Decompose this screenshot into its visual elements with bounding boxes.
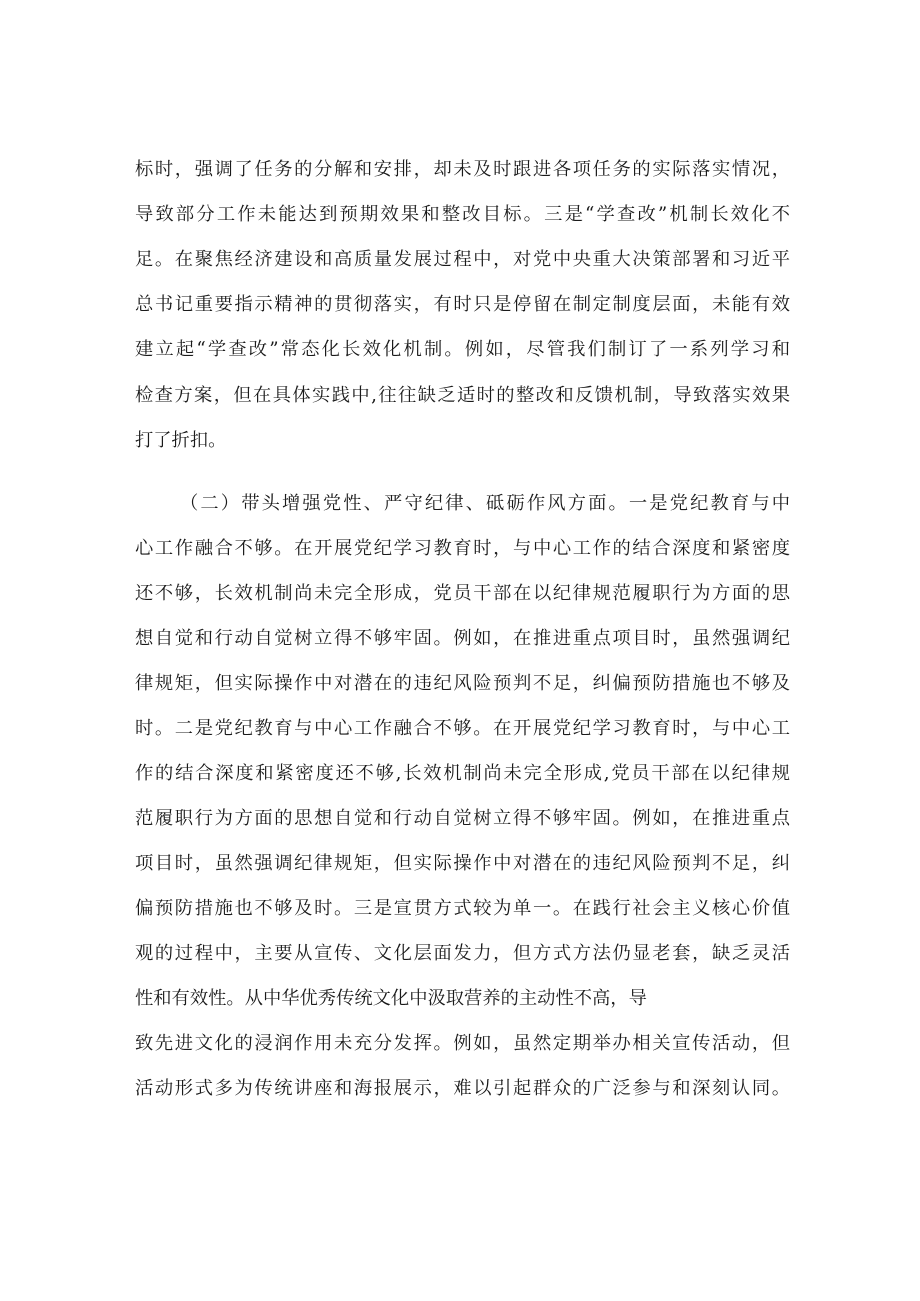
text-line: 律规矩，但实际操作中对潜在的违纪风险预判不足，纠偏预防措施也不够及 [135, 673, 790, 694]
text-line: 标时，强调了任务的分解和安排，却未及时跟进各项任务的实际落实情况， [135, 159, 790, 180]
text-line: 范履职行为方面的思想自觉和行动自觉树立得不够牢固。例如，在推进重点 [135, 808, 790, 829]
text-line: 建立起“学查改”常态化长效化机制。例如，尽管我们制订了一系列学习和 [135, 339, 790, 360]
text-line: 观的过程中，主要从宣传、文化层面发力，但方式方法仍显老套，缺乏灵活 [135, 943, 790, 964]
text-line: 性和有效性。从中华优秀传统文化中汲取营养的主动性不高，导 [135, 988, 647, 1009]
text-line: 足。在聚焦经济建设和高质量发展过程中，对党中央重大决策部署和习近平 [135, 249, 790, 270]
text-line: 想自觉和行动自觉树立得不够牢固。例如，在推进重点项目时，虽然强调纪 [135, 628, 790, 649]
text-line: 作的结合深度和紧密度还不够,长效机制尚未完全形成,党员干部在以纪律规 [135, 763, 790, 784]
text-line: 致先进文化的浸润作用未充分发挥。例如，虽然定期举办相关宣传活动，但 [135, 1033, 790, 1054]
text-line: 打了折扣。 [135, 430, 227, 451]
text-line: 活动形式多为传统讲座和海报展示，难以引起群众的广泛参与和深刻认同。 [135, 1078, 790, 1099]
text-line: 检查方案，但在具体实践中,往往缺乏适时的整改和反馈机制，导致落实效果 [135, 385, 790, 406]
text-line: 时。二是党纪教育与中心工作融合不够。在开展党纪学习教育时，与中心工 [135, 718, 790, 739]
text-line: 心工作融合不够。在开展党纪学习教育时，与中心工作的结合深度和紧密度 [135, 538, 790, 559]
text-line: 总书记重要指示精神的贯彻落实，有时只是停留在制定制度层面，未能有效 [135, 294, 790, 315]
text-line: 项目时，虽然强调纪律规矩，但实际操作中对潜在的违纪风险预判不足，纠 [135, 853, 790, 874]
text-line: （二）带头增强党性、严守纪律、砥砺作风方面。一是党纪教育与中 [180, 493, 790, 514]
text-line: 还不够，长效机制尚未完全形成，党员干部在以纪律规范履职行为方面的思 [135, 583, 790, 604]
text-line: 偏预防措施也不够及时。三是宣贯方式较为单一。在践行社会主义核心价值 [135, 898, 790, 919]
text-line: 导致部分工作未能达到预期效果和整改目标。三是“学查改”机制长效化不 [135, 204, 790, 225]
